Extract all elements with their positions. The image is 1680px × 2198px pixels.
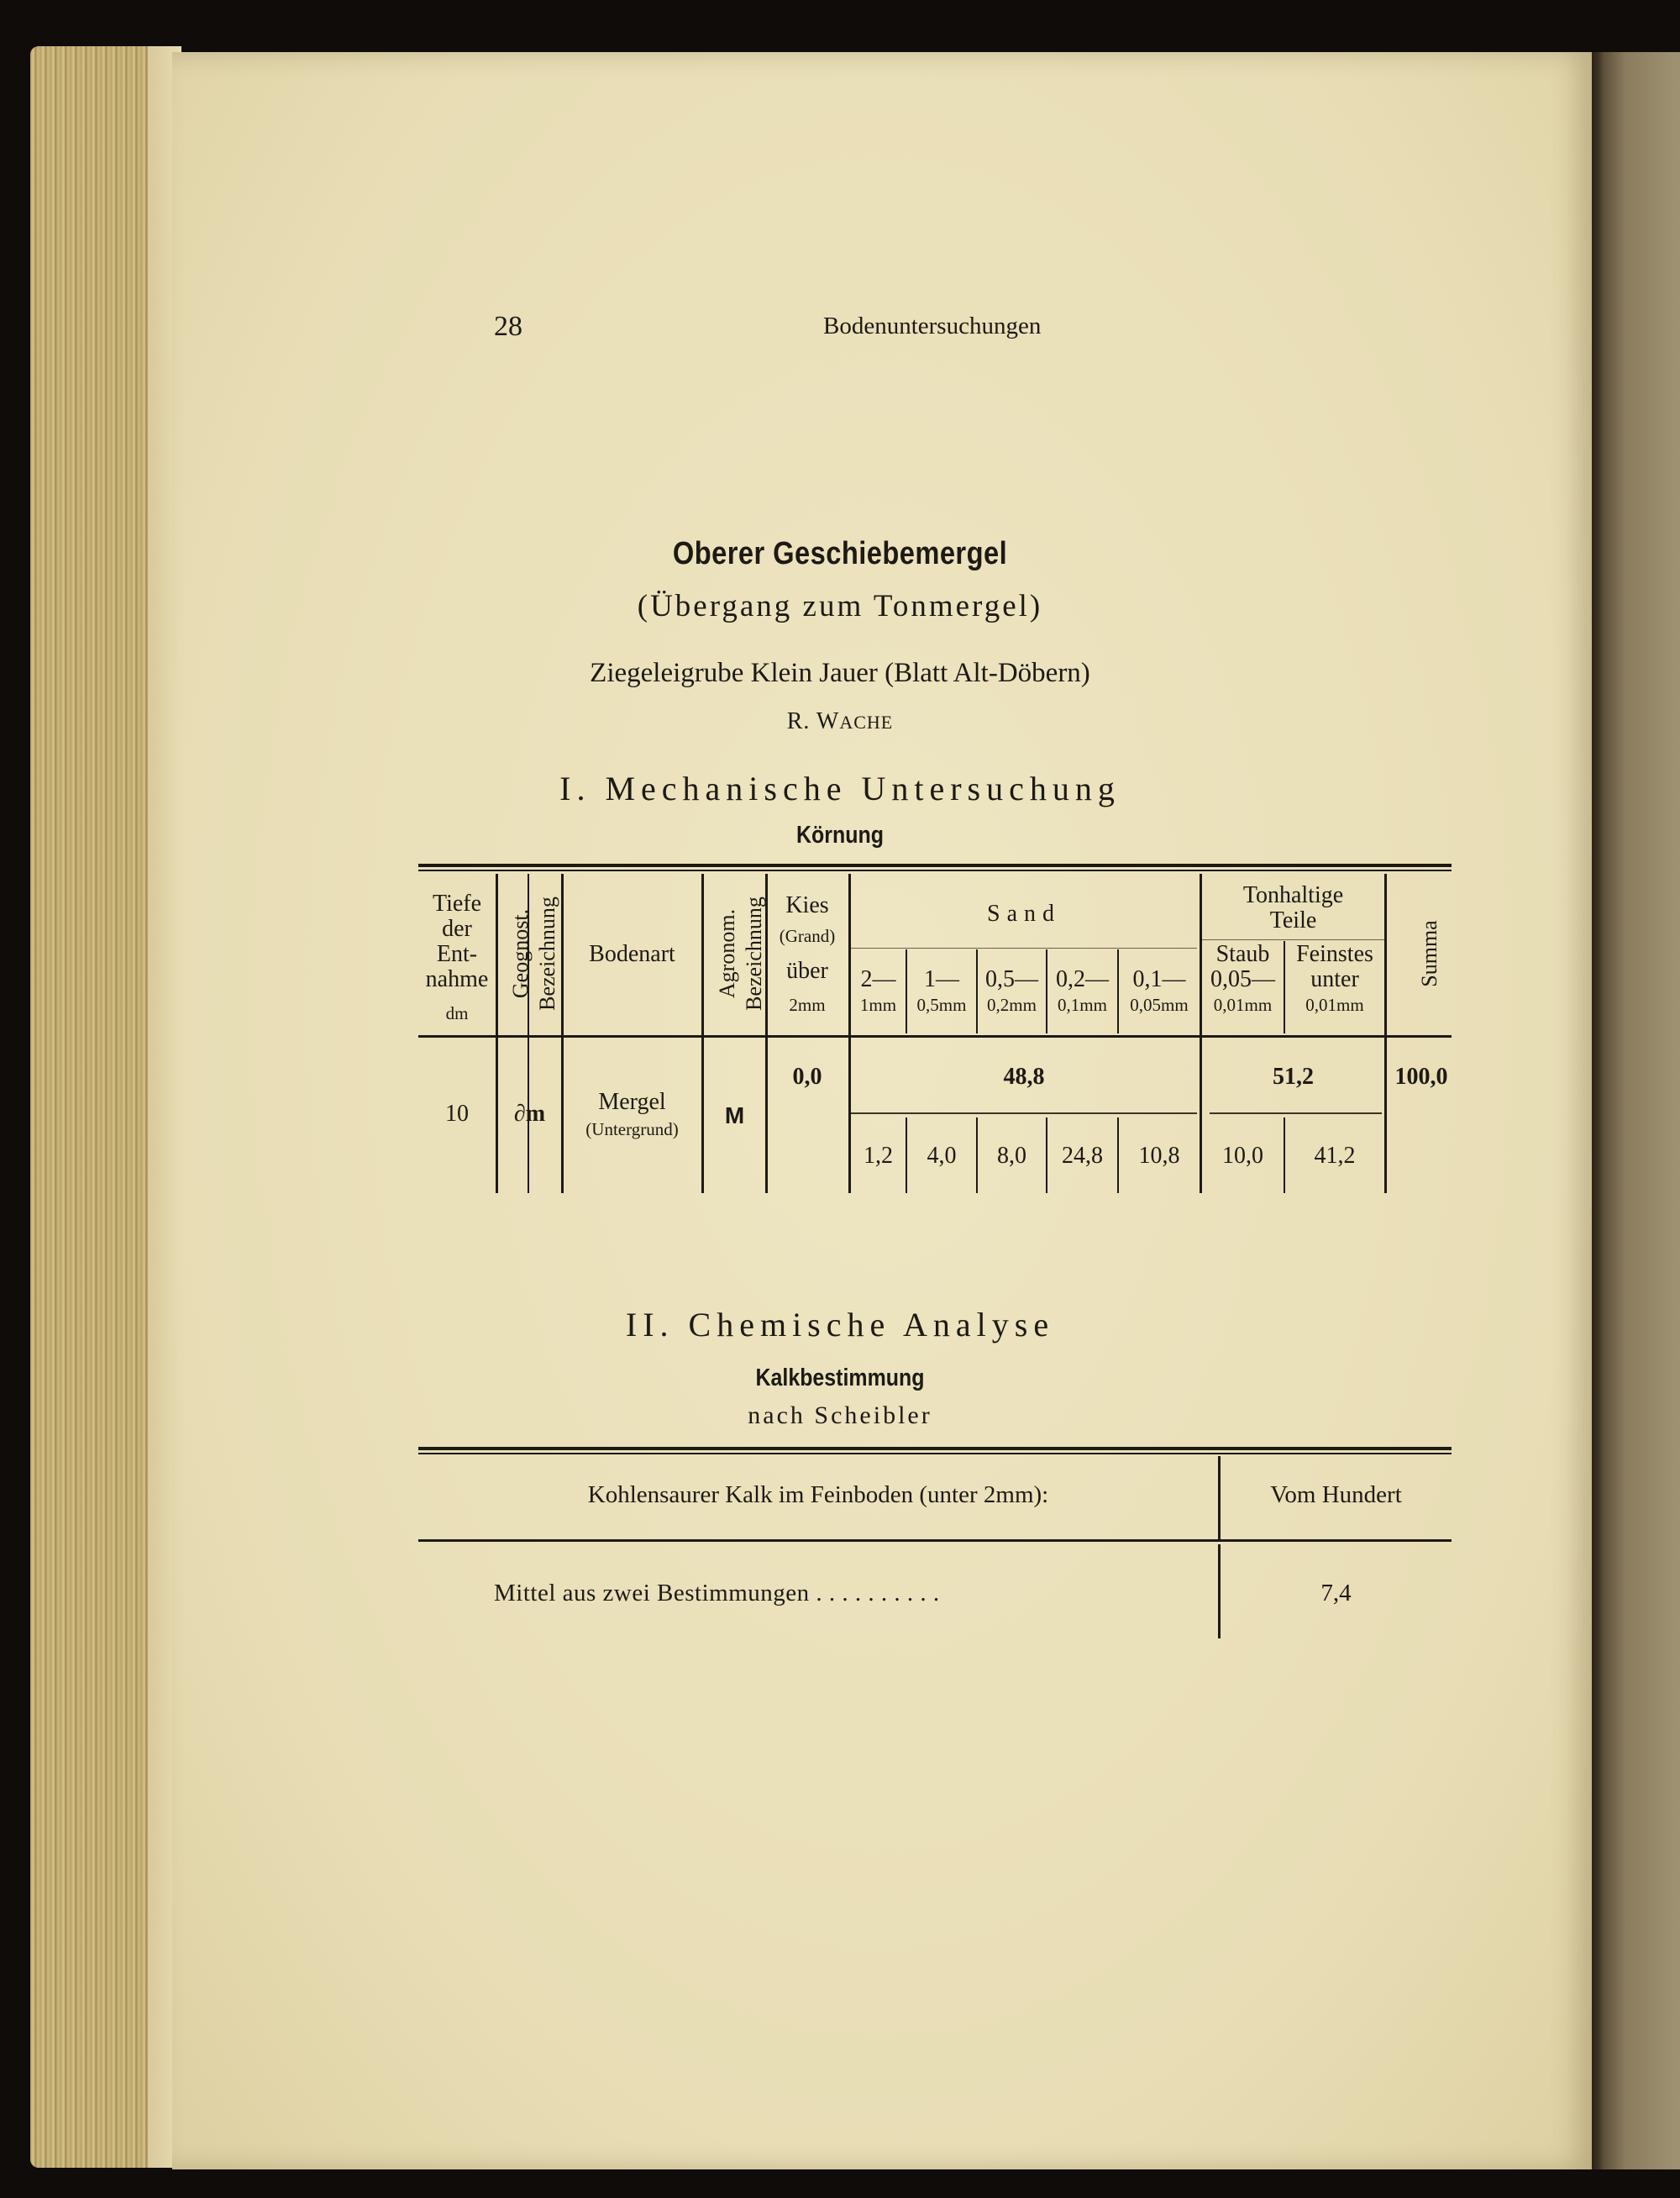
page-number: 28 [494,311,522,342]
section-subheading-kalk: Kalkbestimmung [755,1365,925,1391]
row-ton-value-2: 41,2 [1314,1143,1356,1169]
row-sand-value-5: 10,8 [1138,1143,1180,1169]
header-geognost-1: Geognost. [508,908,533,999]
row-bodenart: Mergel [598,1089,666,1115]
row-geognost: ∂m [513,1101,546,1127]
row-sand-value-4: 24,8 [1062,1143,1103,1169]
document-title: Oberer Geschiebemergel [672,536,1008,571]
sand-col-4-bottom: 0,1mm [1058,995,1107,1015]
document-subtitle: (Übergang zum Tonmergel) [637,589,1043,623]
row-sand-value-3: 8,0 [997,1143,1026,1169]
row-tiefe: 10 [445,1101,469,1127]
sand-col-1-bottom: 1mm [859,995,897,1015]
kalk-header-left: Kohlensaurer Kalk im Feinboden (unter 2mm): [587,1481,1049,1508]
ton-col-2-l1: Feinstes [1296,941,1373,967]
header-tonhaltige-2: Teile [1269,907,1317,933]
kalk-header-right: Vom Hundert [1270,1481,1402,1508]
book-page [172,52,1592,2169]
row-bodenart-sub: (Untergrund) [585,1119,679,1139]
row-summa: 100,0 [1394,1064,1448,1090]
header-sand: Sand [987,901,1061,927]
section-heading-chemical: II. Chemische Analyse [625,1306,1055,1344]
kalk-row-label: Mittel aus zwei Bestimmungen . . . . . . . . . . [494,1580,940,1606]
header-agronom-2: Bezeichnung [742,897,766,1011]
header-summa: Summa [1417,920,1441,987]
row-ton-value-1: 10,0 [1222,1143,1263,1169]
header-kies-2: (Grand) [779,926,836,946]
section-method: nach Scheibler [748,1401,932,1429]
sand-col-4-top: 0,2— [1056,966,1109,992]
sand-col-3-bottom: 0,2mm [987,995,1037,1015]
header-geognost-2: Bezeichnung [535,897,559,1011]
ton-col-2-l2: unter [1310,966,1359,992]
section-subheading-koernung: Körnung [796,822,884,849]
row-ton-total: 51,2 [1273,1064,1314,1090]
sample-location: Ziegeleigrube Klein Jauer (Blatt Alt-Döbern) [590,658,1090,688]
running-title: Bodenuntersuchungen [823,313,1042,339]
header-tiefe-1: Tiefe [432,891,482,917]
header-tiefe-4: nahme [425,966,489,992]
kalk-row-value: 7,4 [1320,1580,1352,1606]
header-tiefe-unit: dm [445,1003,469,1023]
ton-col-1-l2: 0,05— [1210,966,1275,992]
sand-col-3-top: 0,5— [985,966,1038,992]
book-gutter [1592,52,1680,2169]
header-kies-3: über [786,958,828,984]
header-kies-1: Kies [785,892,829,918]
ton-col-1-l1: Staub [1215,941,1270,967]
sand-col-2-top: 1— [924,966,959,992]
header-kies-4: 2mm [789,995,826,1015]
row-kies: 0,0 [792,1064,822,1090]
header-agronom-1: Agronom. [715,908,739,999]
header-tiefe-2: der [442,916,472,942]
author: R. WACHE [786,708,894,734]
row-sand-total: 48,8 [1003,1064,1045,1090]
row-sand-value-2: 4,0 [927,1143,957,1169]
header-bodenart: Bodenart [589,941,675,967]
sand-col-1-top: 2— [860,966,896,992]
row-agronom: M [724,1102,745,1128]
header-tiefe-3: Ent- [436,941,478,967]
sand-col-5-bottom: 0,05mm [1130,995,1189,1015]
sand-col-5-top: 0,1— [1132,966,1186,992]
ton-col-1-l3: 0,01mm [1213,995,1273,1015]
row-sand-value-1: 1,2 [864,1143,893,1169]
ton-col-2-l3: 0,01mm [1305,995,1364,1015]
header-tonhaltige-1: Tonhaltige [1242,882,1344,908]
sand-col-2-bottom: 0,5mm [916,995,967,1015]
section-heading-mechanical: I. Mechanische Untersuchung [559,770,1121,807]
book-page-edges [30,46,181,2168]
